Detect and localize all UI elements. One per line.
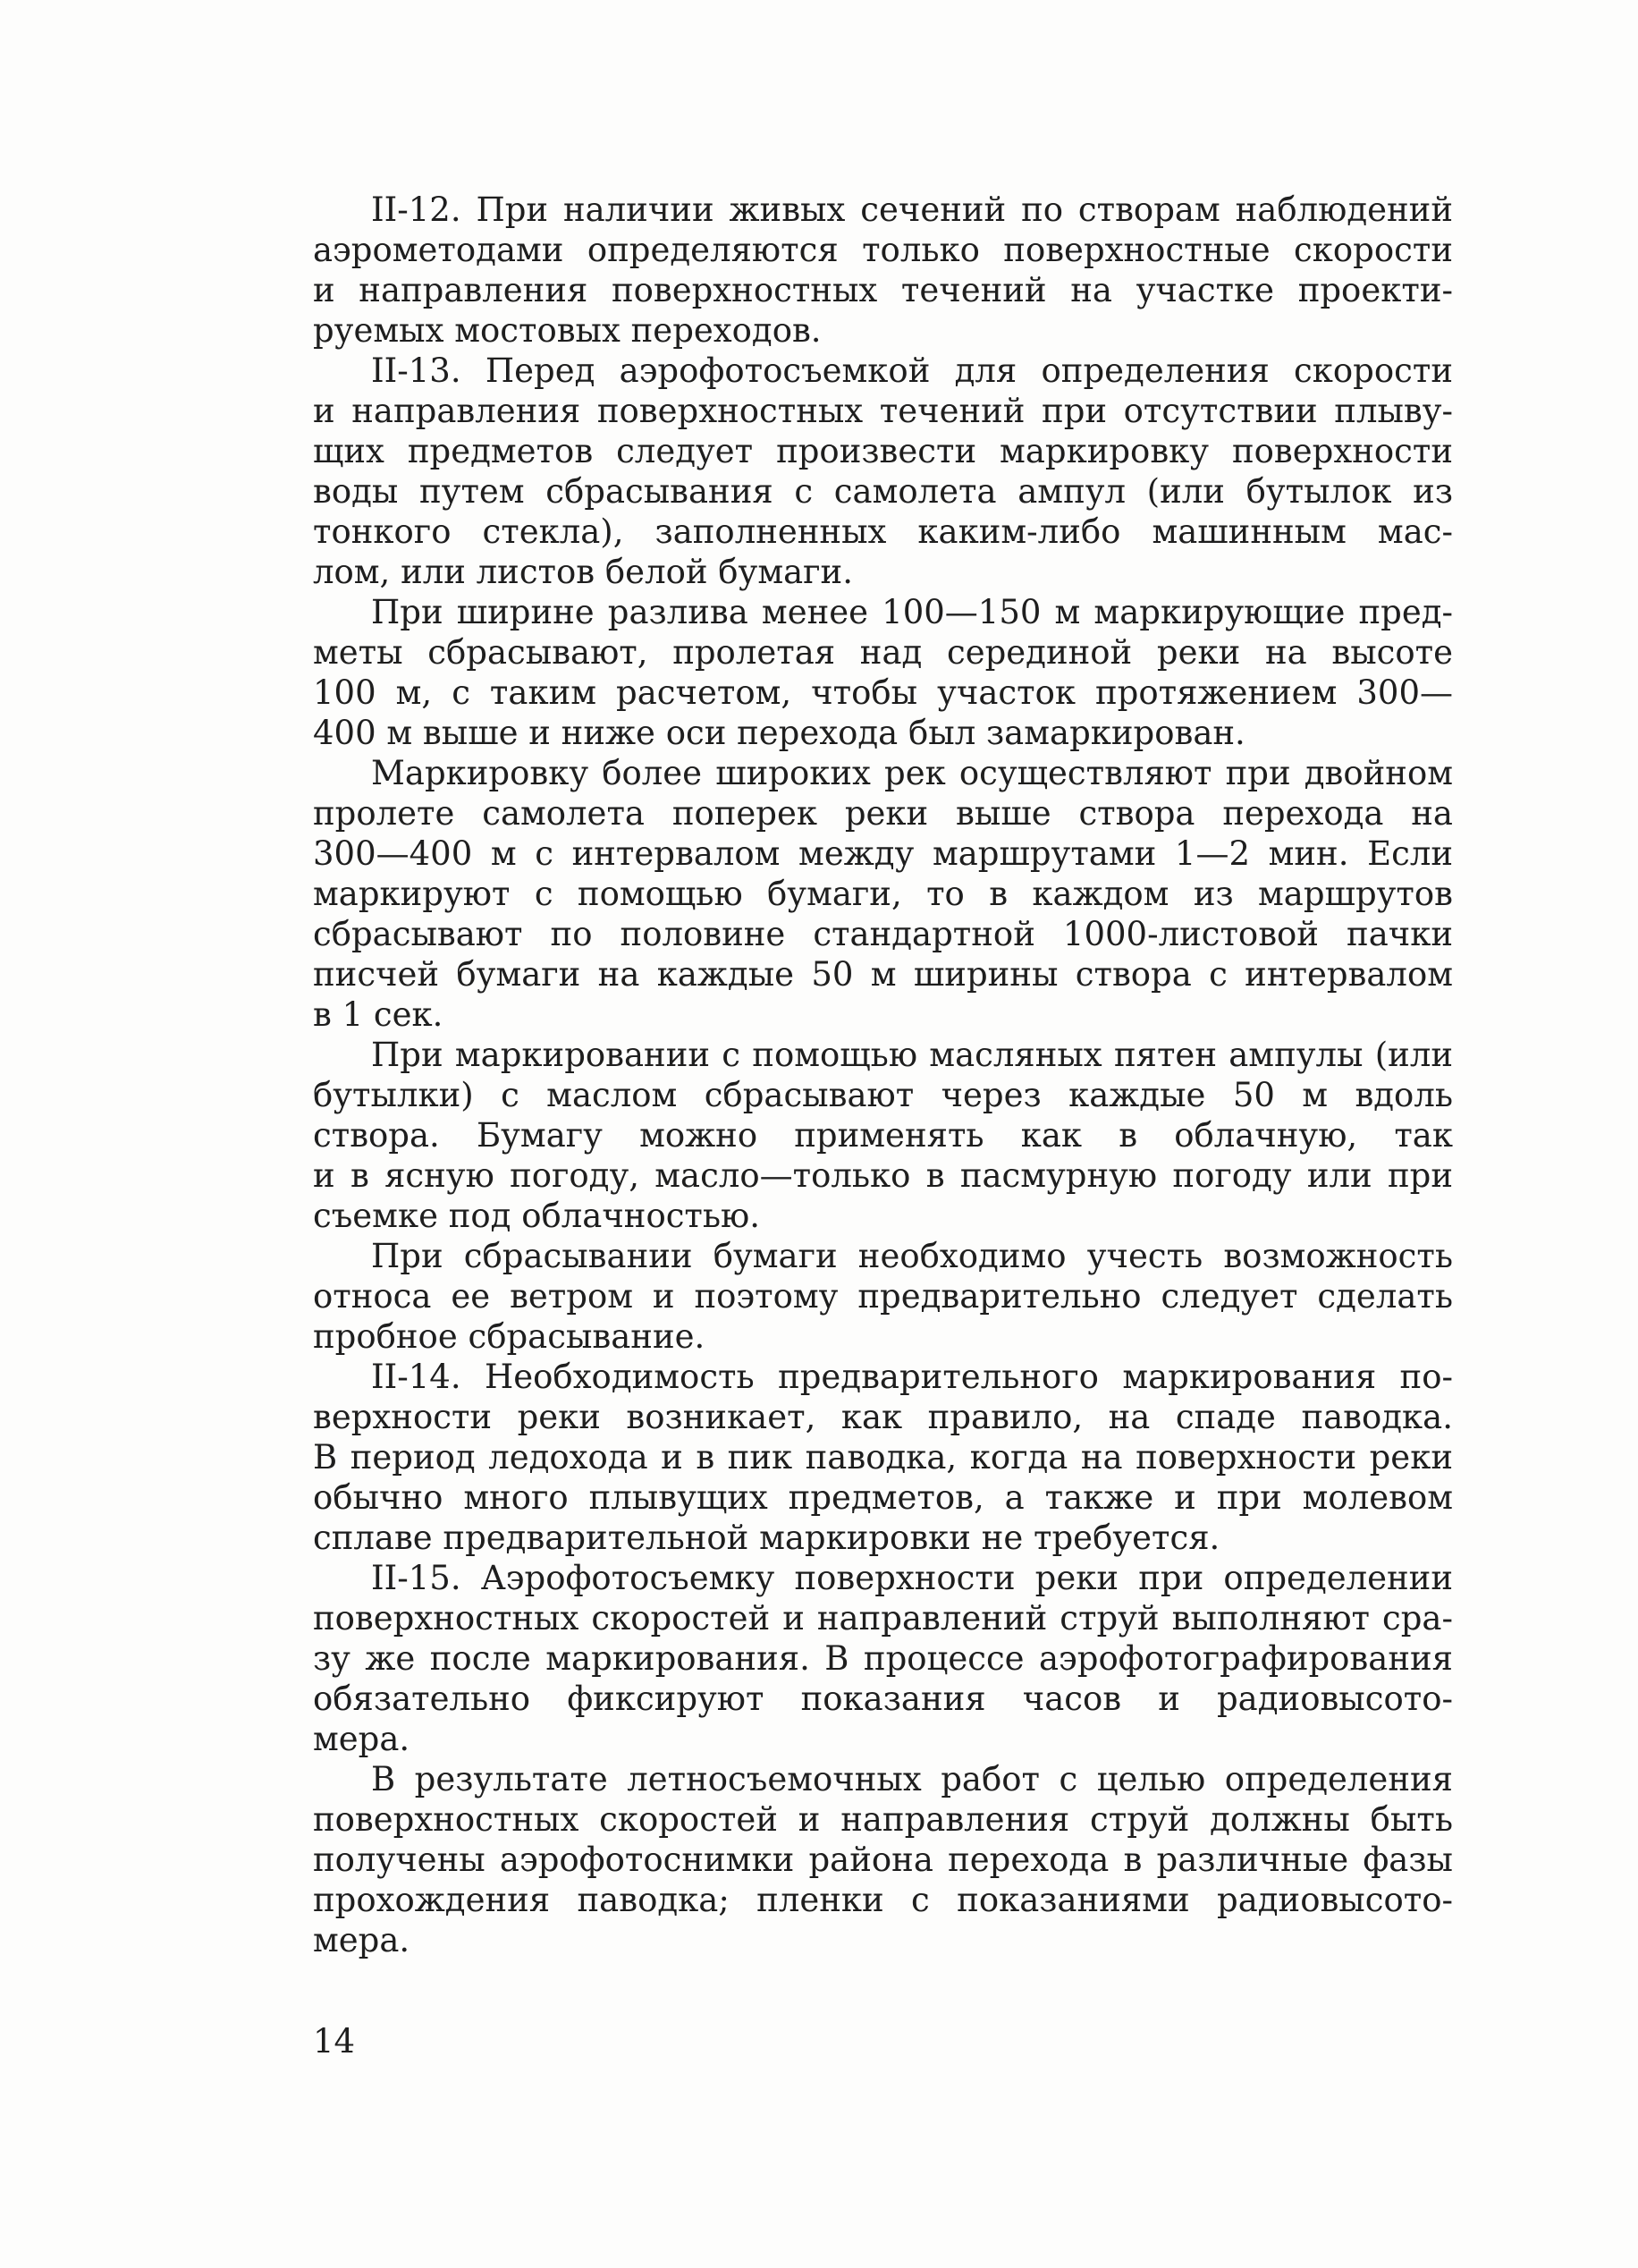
- text-line: сбрасывают по половине стандартной 1000-листовой пачки: [313, 915, 1453, 953]
- text-line: в 1 сек.: [313, 995, 443, 1034]
- text-line: сплаве предварительной маркировки не требуется.: [313, 1519, 1220, 1557]
- text-line: мера.: [313, 1921, 410, 1959]
- text-line: щих предметов следует произвести маркировку поверхности: [313, 432, 1453, 470]
- text-line: поверхностных скоростей и направлений струй выполняют сра-: [313, 1599, 1453, 1638]
- text-line: зу же после маркирования. В процессе аэрофотографирования: [313, 1639, 1453, 1678]
- text-line: и направления поверхностных течений при отсутствии плыву-: [313, 392, 1453, 430]
- paragraph-p-width: [313, 592, 1453, 753]
- paragraph-ii-14: [313, 1357, 1453, 1558]
- paragraph-ii-12: [313, 190, 1453, 351]
- text-line: При сбрасывании бумаги необходимо учесть возможность: [371, 1237, 1453, 1275]
- text-line: В период ледохода и в пик паводка, когда на поверхности реки: [313, 1438, 1453, 1477]
- text-line: и направления поверхностных течений на участке проекти-: [313, 271, 1453, 309]
- text-line: В результате летносъемочных работ с целью определения: [371, 1760, 1453, 1798]
- text-line: руемых мостовых переходов.: [313, 311, 822, 350]
- text-line: аэрометодами определяются только поверхностные скорости: [313, 231, 1453, 269]
- paragraph-p-results: [313, 1759, 1453, 1960]
- text-line: При ширине разлива менее 100—150 м маркирующие пред-: [371, 593, 1453, 631]
- text-line: маркируют с помощью бумаги, то в каждом из маршрутов: [313, 875, 1453, 913]
- text-line: 100 м, с таким расчетом, чтобы участок протяжением 300—: [313, 673, 1453, 712]
- text-line: съемке под облачностью.: [313, 1197, 761, 1235]
- text-line: II-12. При наличии живых сечений по створам наблюдений: [371, 190, 1453, 229]
- text-line: II-15. Аэрофотосъемку поверхности реки при определении: [371, 1559, 1453, 1597]
- text-line: II-13. Перед аэрофотосъемкой для определения скорости: [371, 351, 1453, 390]
- paragraph-p-oil: [313, 1035, 1453, 1236]
- text-line: 400 м выше и ниже оси перехода был замаркирован.: [313, 714, 1245, 752]
- paragraph-ii-13: [313, 351, 1453, 592]
- text-line: бутылки) с маслом сбрасывают через каждые 50 м вдоль: [313, 1076, 1453, 1114]
- text-line: тонкого стекла), заполненных каким-либо машинным мас-: [313, 512, 1453, 551]
- paragraph-ii-15: [313, 1558, 1453, 1759]
- text-line: и в ясную погоду, масло—только в пасмурную погоду или при: [313, 1156, 1453, 1195]
- text-line: обязательно фиксируют показания часов и радиовысото-: [313, 1680, 1453, 1718]
- text-line: прохождения паводка; пленки с показаниями радиовысото-: [313, 1881, 1453, 1919]
- text-line: пробное сбрасывание.: [313, 1317, 705, 1356]
- text-line: воды путем сбрасывания с самолета ампул (или бутылок из: [313, 472, 1453, 511]
- text-line: поверхностных скоростей и направления струй должны быть: [313, 1800, 1453, 1839]
- text-column: [313, 190, 1453, 1960]
- text-line: меты сбрасывают, пролетая над серединой реки на высоте: [313, 633, 1453, 672]
- text-line: относа ее ветром и поэтому предварительно следует сделать: [313, 1277, 1453, 1316]
- text-line: пролете самолета поперек реки выше створа перехода на: [313, 794, 1453, 833]
- text-line: обычно много плывущих предметов, а также и при молевом: [313, 1478, 1453, 1517]
- text-line: створа. Бумагу можно применять как в облачную, так: [313, 1116, 1453, 1155]
- text-line: II-14. Необходимость предварительного маркирования по-: [371, 1358, 1453, 1396]
- paragraph-p-drift: [313, 1236, 1453, 1357]
- text-line: Маркировку более широких рек осуществляют при двойном: [371, 754, 1453, 792]
- text-line: лом, или листов белой бумаги.: [313, 553, 853, 591]
- paragraph-p-wide-rivers: [313, 753, 1453, 1035]
- text-line: При маркировании с помощью масляных пятен ампулы (или: [371, 1036, 1453, 1074]
- text-line: верхности реки возникает, как правило, на спаде паводка.: [313, 1398, 1453, 1436]
- text-line: писчей бумаги на каждые 50 м ширины створа с интервалом: [313, 955, 1453, 994]
- text-line: получены аэрофотоснимки района перехода в различные фазы: [313, 1841, 1453, 1879]
- page-number: 14: [313, 2022, 356, 2061]
- text-line: 300—400 м с интервалом между маршрутами 1—2 мин. Если: [313, 834, 1453, 873]
- text-line: мера.: [313, 1720, 410, 1758]
